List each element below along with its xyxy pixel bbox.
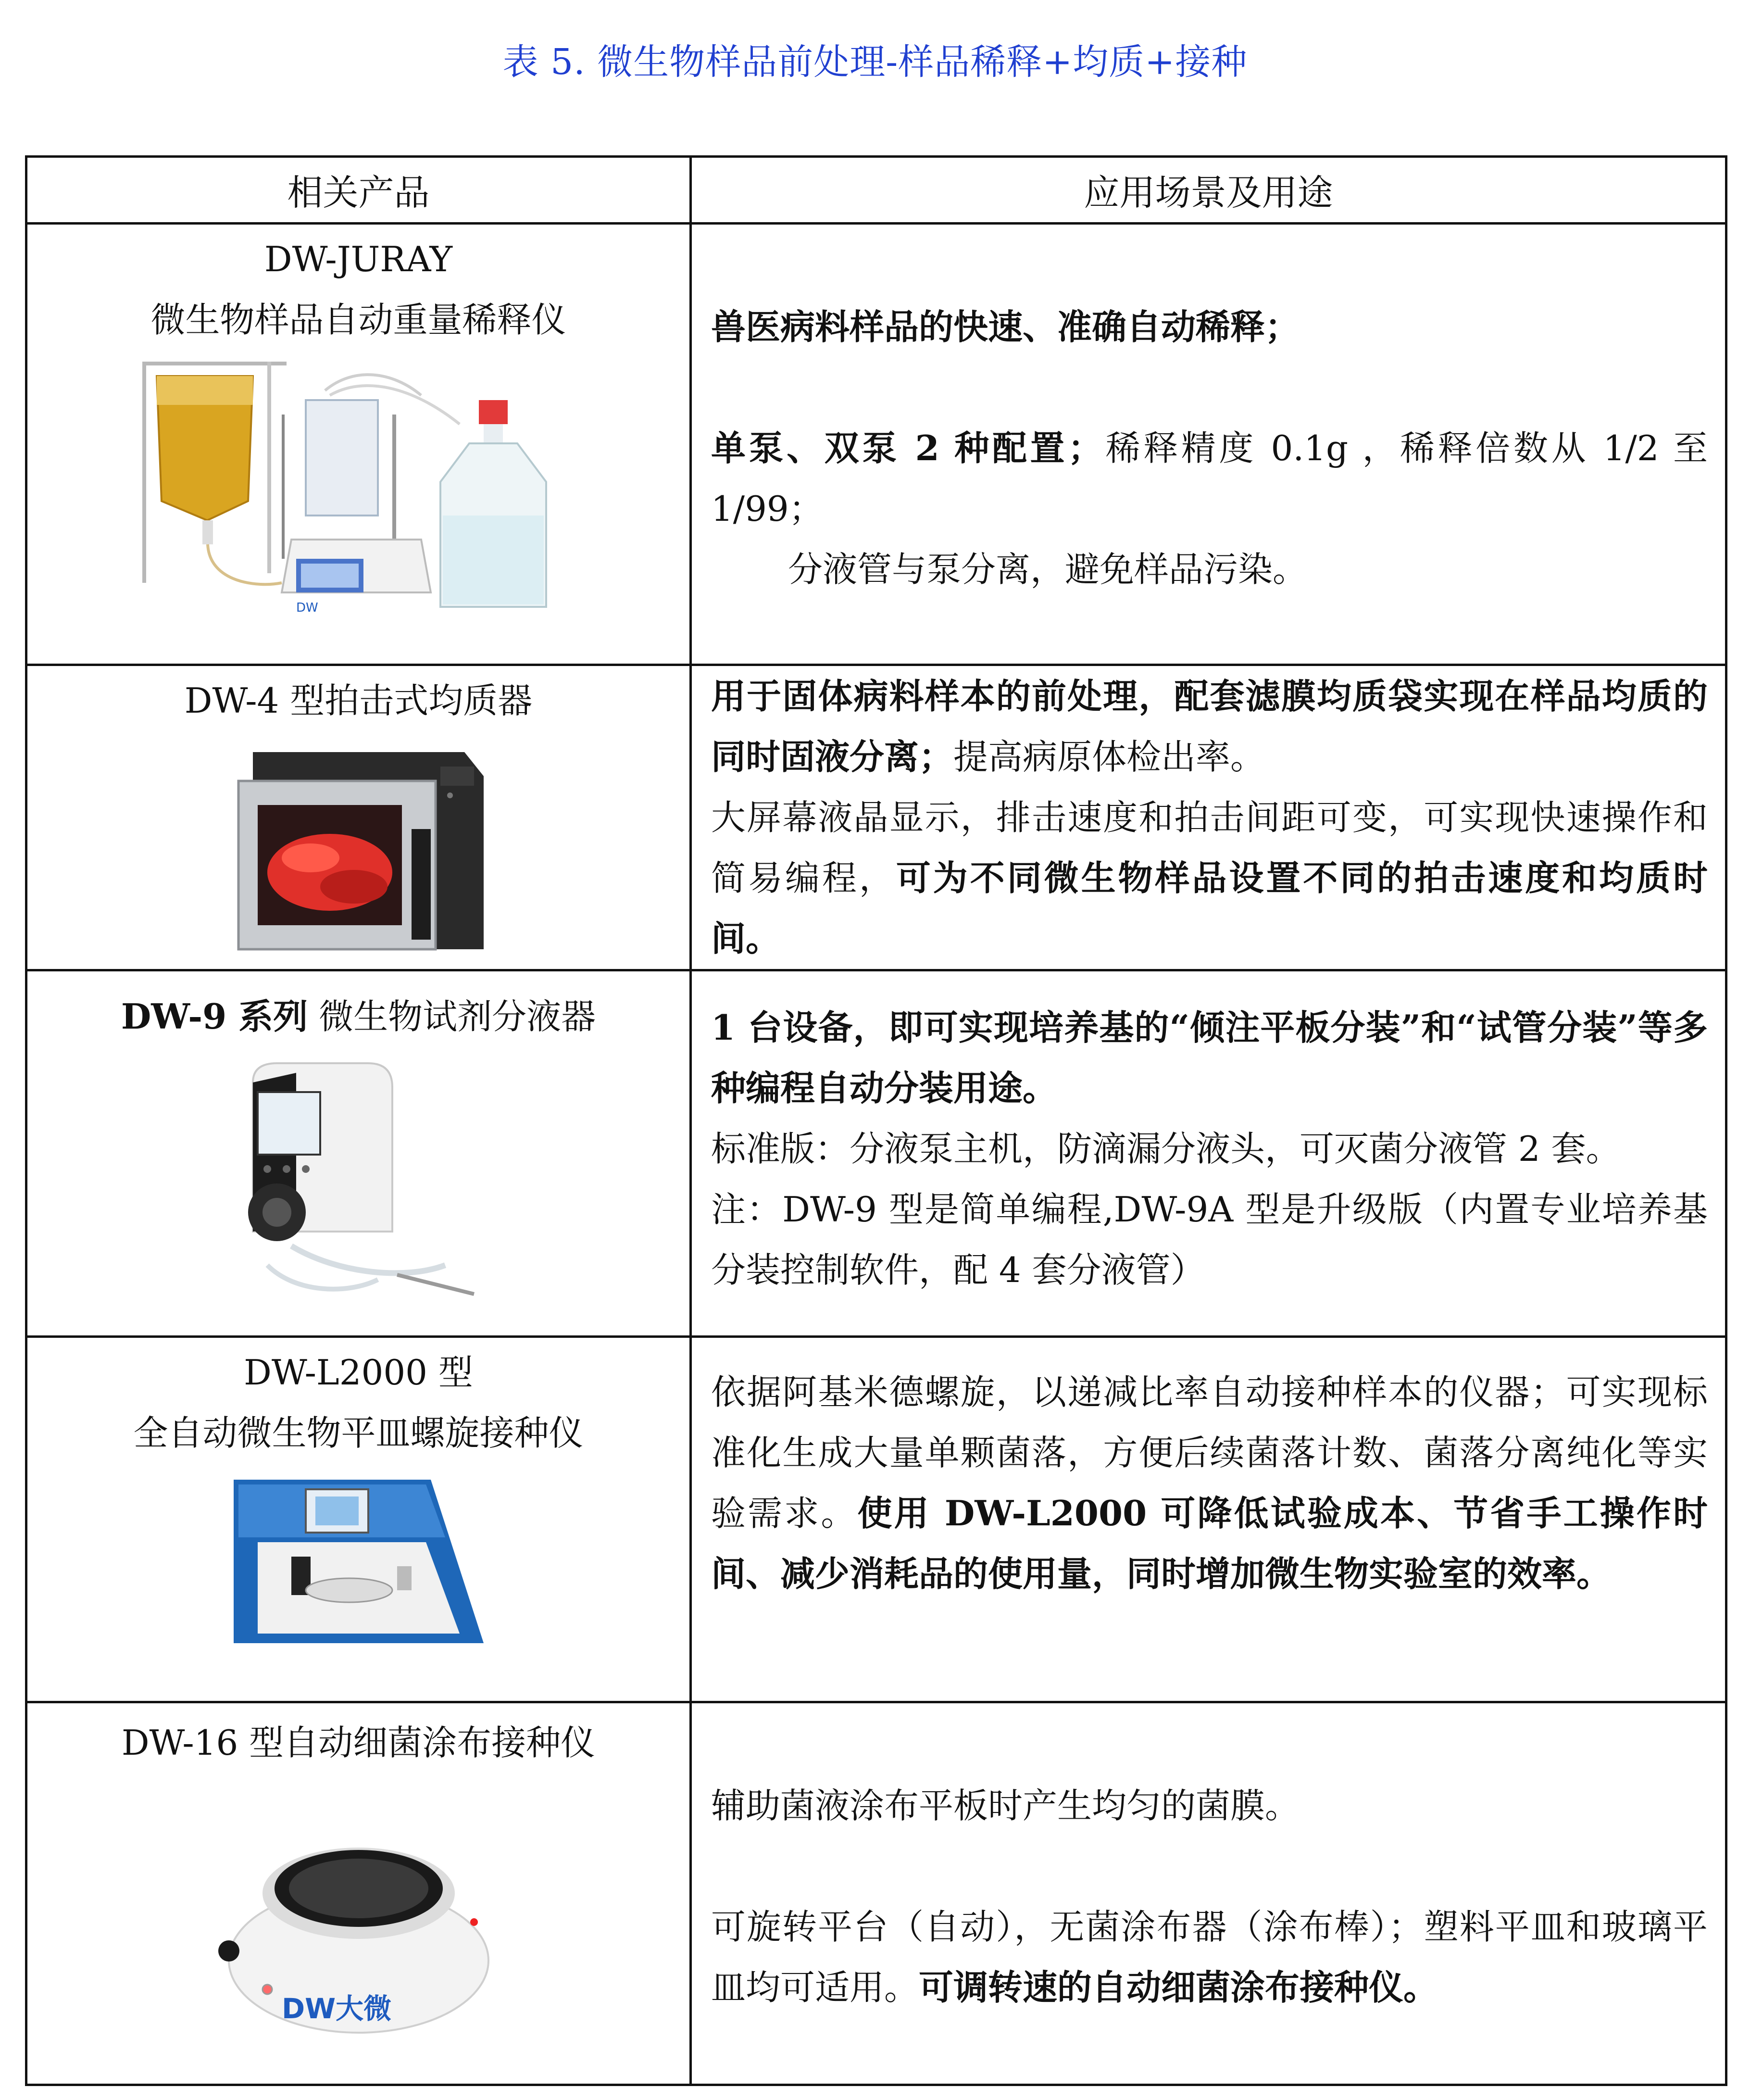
usage-bold: 可为不同微生物样品设置不同的拍击速度和均质时间。 [711, 857, 1708, 959]
brand-logo: DW大微 [281, 1992, 391, 2025]
product-series: DW-9 系列 [121, 996, 308, 1037]
product-model: DW-JURAY [264, 239, 453, 279]
product-cell [26, 1337, 691, 1702]
product-name: 微生物试剂分液器 [308, 996, 596, 1037]
usage-text [711, 666, 1708, 787]
usage-plain: 可旋转平台（自动），无菌涂布器（涂布棒）；塑料平皿和玻璃平皿均可适用。 [711, 1907, 1708, 2008]
dilutor-image [123, 357, 594, 626]
table-row [26, 970, 1726, 1337]
usage-cell [691, 970, 1726, 1337]
usage-text [711, 1362, 1708, 1604]
homogenizer-image [210, 738, 508, 954]
product-table [25, 155, 1727, 2086]
svg-text:DW: DW [296, 601, 318, 615]
table-caption: 表 5. 微生物样品前处理-样品稀释+均质+接种 [502, 41, 1248, 83]
usage-bold: 用于固体病料样本的前处理，配套滤膜均质袋实现在样品均质的同时固液分离； [711, 676, 1708, 777]
usage-cell [691, 1702, 1726, 2085]
spreader-image [214, 1802, 503, 2042]
product-name: 全自动微生物平皿螺旋接种仪 [133, 1413, 584, 1453]
usage-text: 1 台设备，即可实现培养基的“倾注平板分装”和“试管分装”等多种编程自动分装用途。 [711, 1007, 1708, 1108]
usage-plain: 依据阿基米德螺旋，以递减比率自动接种样本的仪器；可实现标准化生成大量单颗菌落，方便后续菌落计数、菌落分离纯化等实验需求。 [711, 1372, 1708, 1534]
usage-text [711, 787, 1708, 969]
usage-bold: 可调转速的自动细菌涂布接种仪。 [919, 1967, 1438, 2008]
table-row [26, 1337, 1726, 1702]
header-usage: 应用场景及用途 [691, 157, 1726, 224]
usage-cell [691, 665, 1726, 970]
product-cell [26, 1702, 691, 2085]
product-model: DW-4 型拍击式均质器 [184, 680, 533, 721]
product-name: 微生物样品自动重量稀释仪 [150, 300, 566, 340]
usage-cell [691, 1337, 1726, 1702]
usage-bold: 单泵、双泵 2 种配置； [711, 428, 1103, 468]
product-model: DW-L2000 型 [244, 1352, 473, 1393]
product-model [28, 986, 689, 1047]
table-row [26, 665, 1726, 970]
table-row [26, 224, 1726, 665]
spiral-plater-image [224, 1470, 493, 1653]
usage-text [711, 1897, 1708, 2018]
header-product: 相关产品 [26, 157, 691, 224]
usage-text: 辅助菌液涂布平板时产生均匀的菌膜。 [711, 1786, 1300, 1826]
header-row [26, 157, 1726, 224]
usage-text [711, 418, 1708, 539]
table-row [26, 1702, 1726, 2085]
usage-text: 分液管与泵分离，避免样品污染。 [788, 549, 1308, 590]
usage-text: 注：DW-9 型是简单编程,DW-9A 型是升级版（内置专业培养基分装控制软件，配 4 套分液管） [711, 1189, 1708, 1290]
usage-bold: 使用 DW-L2000 可降低试验成本、节省手工操作时间、减少消耗品的使用量，同时增加微生物实验室的效率。 [711, 1493, 1708, 1594]
product-model: DW-16 型自动细菌涂布接种仪 [121, 1723, 596, 1763]
product-cell [26, 224, 691, 665]
usage-plain: 提高病原体检出率。 [953, 737, 1265, 777]
usage-plain: 大屏幕液晶显示，排击速度和拍击间距可变，可实现快速操作和简易编程， [711, 797, 1708, 898]
product-cell [26, 970, 691, 1337]
dispenser-image [224, 1054, 493, 1304]
usage-plain: 稀释精度 0.1g ，稀释倍数从 1/2 至 1/99； [711, 428, 1708, 529]
product-cell [26, 665, 691, 970]
usage-text: 兽医病料样品的快速、准确自动稀释； [711, 306, 1300, 347]
usage-cell [691, 224, 1726, 665]
usage-text: 标准版：分液泵主机，防滴漏分液头，可灭菌分液管 2 套。 [711, 1129, 1621, 1169]
